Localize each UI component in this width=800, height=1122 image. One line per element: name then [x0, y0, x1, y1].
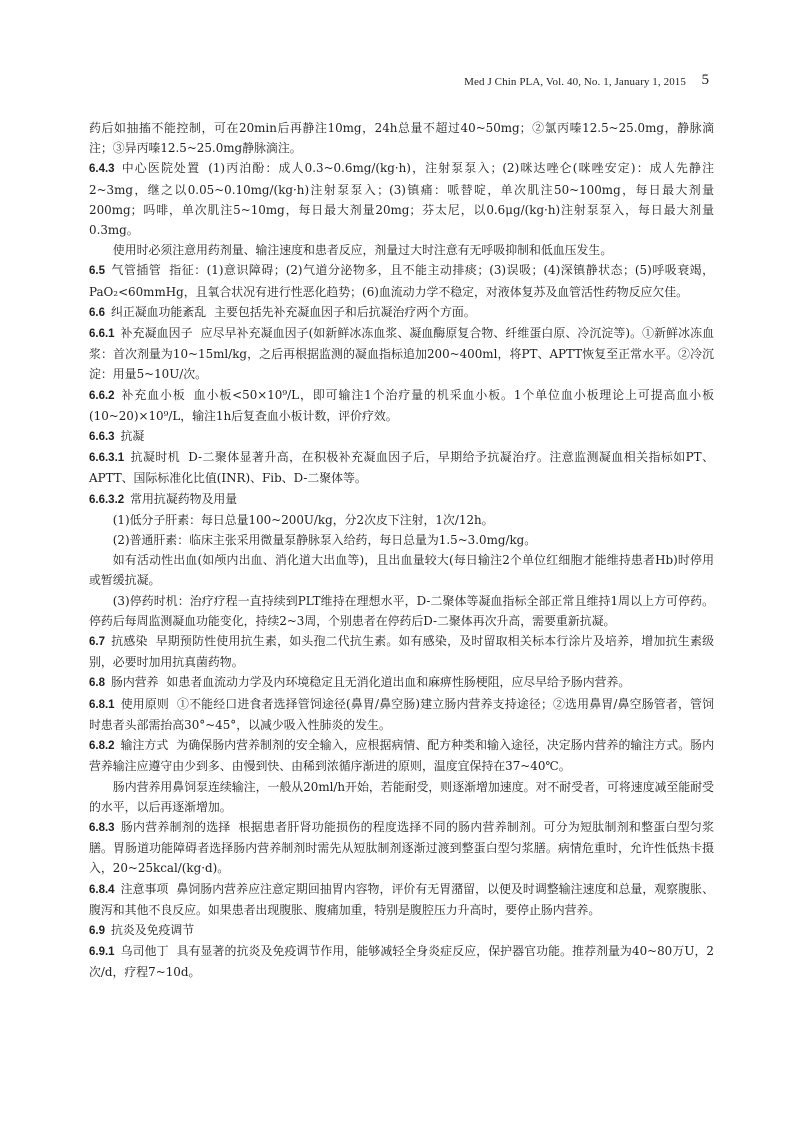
- section-heading: 常用抗凝药物及用量: [130, 491, 238, 506]
- section-number: 6.9.1: [89, 946, 115, 959]
- article-body: [89, 118, 714, 983]
- body-paragraph: [89, 777, 714, 817]
- paragraph-text: 主要包括先补充凝血因子和后抗凝治疗两个方面。: [214, 304, 476, 319]
- section-paragraph: [89, 631, 714, 672]
- paragraph-text: 指征：(1)意识障碍；(2)气道分泌物多，且不能主动排痰；(3)误吸；(4)深镇静状态；(5)呼吸衰竭，PaO₂<60mmHg，且氧合状况有进行性恶化趋势；(6)血流动力学不稳定，对液体复苏及血管活性药物反应欠佳。: [89, 263, 714, 299]
- section-heading: 中心医院处置: [120, 161, 201, 176]
- section-number: 6.6.3.1: [89, 452, 125, 465]
- paragraph-text: 应尽早补充凝血因子(如新鲜冰冻血浆、凝血酶原复合物、纤维蛋白原、冷沉淀等)。①新鲜冰冻血浆：首次剂量为10~15ml/kg，之后再根据监测的凝血指标追加200~400ml，将PT、APTT恢复至正常水平。②冷沉淀：用量5~10U/次。: [89, 326, 714, 382]
- section-heading: 输注方式: [120, 738, 169, 753]
- section-heading: 抗凝: [120, 429, 145, 444]
- section-number: 6.8.2: [89, 740, 115, 753]
- section-heading: 抗凝时机: [130, 450, 181, 465]
- body-paragraph: [89, 510, 714, 530]
- body-paragraph: [89, 240, 714, 260]
- section-heading: 使用原则: [120, 696, 170, 711]
- section-number: 6.6.3.2: [89, 493, 125, 506]
- section-heading: 补充凝血因子: [120, 326, 193, 341]
- section-paragraph: [89, 694, 714, 735]
- section-heading: 乌司他丁: [120, 944, 169, 959]
- paragraph-text: ①不能经口进食者选择管饲途径(鼻胃/鼻空肠)建立肠内营养支持途径；②选用鼻胃/鼻空肠管者，管饲时患者头部需抬高30°~45°，以减少吸入性肺炎的发生。: [89, 696, 714, 732]
- section-number: 6.6.1: [89, 328, 115, 341]
- paragraph-text: 鼻饲肠内营养应注意定期回抽胃内容物，评价有无胃潴留，以便及时调整输注速度和总量，观察腹胀、腹泻和其他不良反应。如果患者出现腹胀、腹痛加重，特别是腹腔压力升高时，要停止肠内营养。: [89, 881, 714, 917]
- section-number: 6.8.3: [89, 821, 115, 834]
- section-heading: 抗炎及免疫调节: [110, 922, 195, 937]
- section-paragraph: [89, 385, 714, 426]
- section-paragraph: [89, 447, 714, 488]
- section-number: 6.8: [89, 677, 105, 690]
- section-paragraph: [89, 920, 714, 941]
- section-number: 6.5: [89, 265, 105, 278]
- section-heading: 注意事项: [120, 881, 169, 896]
- paragraph-text: 使用时必须注意用药剂量、输注速度和患者反应，剂量过大时注意有无呼吸抑制和低血压发生。: [112, 243, 613, 258]
- section-number: 6.6.2: [89, 389, 115, 402]
- section-number: 6.4.3: [89, 163, 115, 176]
- section-heading: 纠正凝血功能紊乱: [110, 304, 207, 319]
- paragraph-text: D-二聚体显著升高，在积极补充凝血因子后，早期给予抗凝治疗。注意监测凝血相关指标如PT、APTT、国际标准化比值(INR)、Fib、D-二聚体等。: [89, 450, 714, 486]
- paragraph-text: 早期预防性使用抗生素，如头孢二代抗生素。如有感染，及时留取相关标本行涂片及培养，增加抗生素级别，必要时加用抗真菌药物。: [89, 634, 714, 670]
- section-heading: 气管插管: [110, 263, 162, 278]
- section-number: 6.8.1: [89, 698, 115, 711]
- section-heading: 肠内营养: [110, 675, 159, 690]
- section-heading: 肠内营养制剂的选择: [120, 819, 231, 834]
- body-paragraph: [89, 591, 714, 631]
- section-paragraph: [89, 817, 714, 879]
- paragraph-text: 为确保肠内营养制剂的安全输入，应根据病情、配方种类和输入途径，决定肠内营养的输注方式。肠内营养输注应遵守由少到多、由慢到快、由稀到浓循序渐进的原则，温度宜保持在37~40℃。: [89, 738, 714, 774]
- section-number: 6.7: [89, 636, 105, 649]
- section-paragraph: [89, 158, 714, 240]
- paragraph-text: 药后如抽搐不能控制，可在20min后再静注10mg，24h总量不超过40~50mg；②氯丙嗪12.5~25.0mg，静脉滴注；③异丙嗪12.5~25.0mg静脉滴注。: [89, 121, 714, 156]
- section-heading: 补充血小板: [120, 387, 186, 402]
- body-paragraph: [89, 550, 714, 590]
- paragraph-text: 肠内营养用鼻饲泵连续输注，一般从20ml/h开始，若能耐受，则逐渐增加速度。对不耐受者，可将速度减至能耐受的水平，以后再逐渐增加。: [89, 779, 714, 814]
- running-head: [0, 74, 800, 94]
- section-number: 6.9: [89, 924, 105, 937]
- paragraph-text: 根据患者肝肾功能损伤的程度选择不同的肠内营养制剂。可分为短肽制剂和整蛋白型匀浆膳。胃肠道功能障碍者选择肠内营养制剂时需先从短肽制剂逐渐过渡到整蛋白型匀浆膳。病情危重时，允许性低热卡摄入，20~25kcal/(kg·d)。: [89, 819, 714, 876]
- section-paragraph: [89, 323, 714, 385]
- section-paragraph: [89, 672, 714, 693]
- paragraph-text: (3)停药时机：治疗疗程一直持续到PLT维持在理想水平，D-二聚体等凝血指标全部正常且维持1周以上方可停药。停药后每周监测凝血功能变化，持续2~3周，个别患者在停药后D-二聚体再次升高，需要重新抗凝。: [89, 593, 714, 628]
- paragraph-text: 具有显著的抗炎及免疫调节作用，能够减轻全身炎症反应，保护器官功能。推荐剂量为40~80万U，2次/d，疗程7~10d。: [89, 944, 714, 980]
- section-paragraph: [89, 941, 714, 982]
- journal-citation: Med J Chin PLA, Vol. 40, No. 1, January 1, 2015: [464, 76, 686, 88]
- paragraph-text: (2)普通肝素：临床主张采用微量泵静脉泵入给药，每日总量为1.5~3.0mg/kg。: [112, 533, 537, 548]
- section-paragraph: [89, 260, 714, 301]
- section-paragraph: [89, 489, 714, 510]
- section-number: 6.6.3: [89, 431, 115, 444]
- page-number: 5: [701, 72, 709, 88]
- section-paragraph: [89, 302, 714, 323]
- paragraph-text: (1)丙泊酚：成人0.3~0.6mg/(kg·h)，注射泵泵入；(2)咪达唑仑(咪唑安定)：成人先静注2~3mg，继之以0.05~0.10mg/(kg·h)注射泵泵入；(3)镇痛：哌替啶，单次肌注50~100mg，每日最大剂量200mg；吗啡，单次肌注5~10mg，每日最大剂量20mg；芬太尼，以0.6μg/(kg·h)注射泵泵入，每日最大剂量0.3mg。: [89, 161, 714, 238]
- paragraph-text: (1)低分子肝素：每日总量100~200U/kg，分2次皮下注射，1次/12h。: [112, 512, 494, 527]
- section-paragraph: [89, 879, 714, 920]
- section-number: 6.6: [89, 306, 105, 319]
- section-heading: 抗感染: [110, 634, 148, 649]
- paragraph-text: 如有活动性出血(如颅内出血、消化道大出血等)，且出血量较大(每日输注2个单位红细胞才能维持患者Hb)时停用或暂缓抗凝。: [89, 553, 714, 588]
- section-paragraph: [89, 426, 714, 447]
- body-paragraph: [89, 530, 714, 550]
- section-paragraph: [89, 735, 714, 776]
- section-number: 6.8.4: [89, 883, 115, 896]
- body-paragraph: [89, 118, 714, 158]
- paragraph-text: 血小板<50×10⁹/L，即可输注1个治疗量的机采血小板。1个单位血小板理论上可提高血小板(10~20)×10⁹/L，输注1h后复查血小板计数，评价疗效。: [89, 387, 714, 423]
- paragraph-text: 如患者血流动力学及内环境稳定且无消化道出血和麻痹性肠梗阻，应尽早给予肠内营养。: [166, 675, 631, 690]
